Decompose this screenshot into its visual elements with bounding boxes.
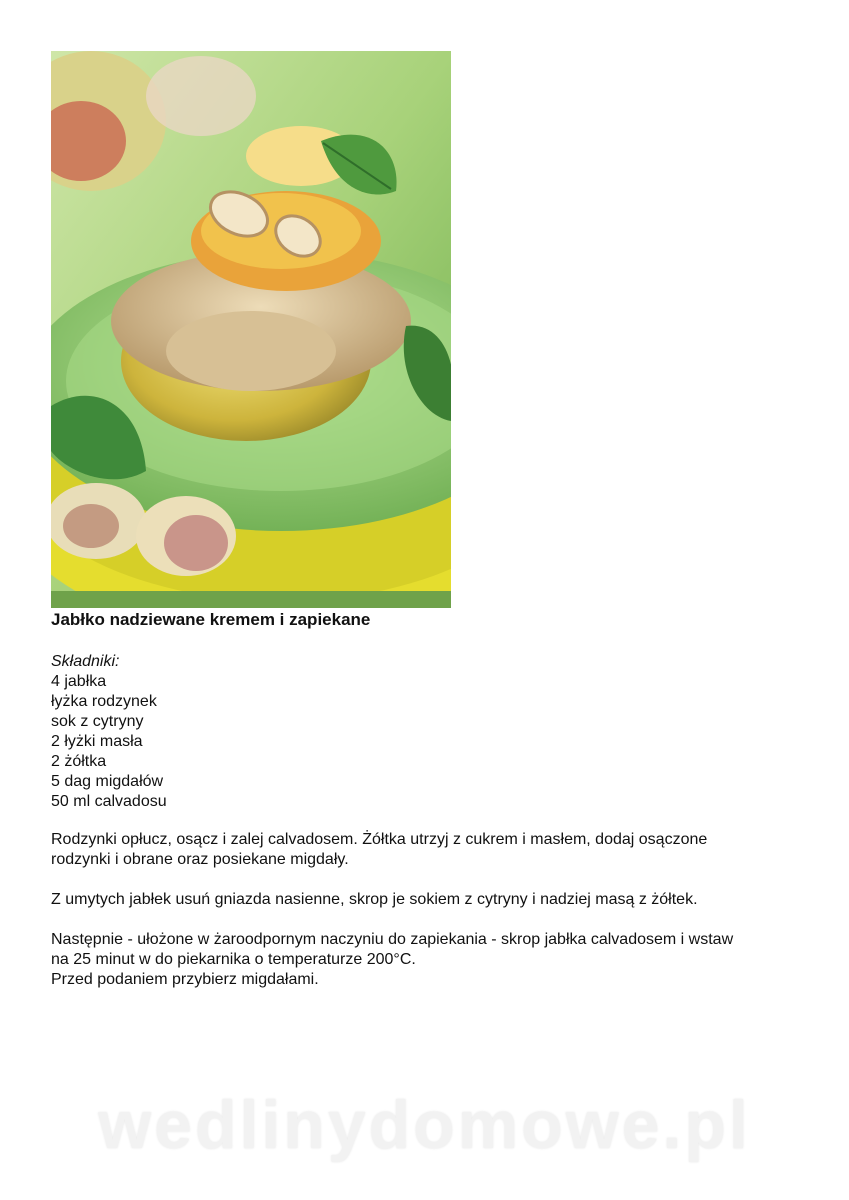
recipe-title: Jabłko nadziewane kremem i zapiekane — [51, 610, 371, 629]
step-line: rodzynki i obrane oraz posiekane migdały. — [51, 851, 349, 868]
step-line: Przed podaniem przybierz migdałami. — [51, 971, 319, 988]
ingredients-list — [51, 672, 167, 812]
preparation-steps — [51, 830, 811, 1010]
step-line: na 25 minut w do piekarnika o temperaturze 200°C. — [51, 951, 416, 968]
ingredient-item: 2 żółtka — [51, 753, 107, 770]
watermark: wedlinydomowe.pl — [98, 1087, 751, 1163]
ingredient-item: sok z cytryny — [51, 713, 144, 730]
step-paragraph — [51, 930, 811, 990]
step-line: Z umytych jabłek usuń gniazda nasienne, skrop je sokiem z cytryny i nadziej masą z żółtek. — [51, 891, 698, 908]
recipe-photo — [51, 51, 451, 608]
ingredients-label: Składniki: — [51, 653, 120, 670]
baked-apple-illustration — [51, 51, 451, 608]
ingredient-item: łyżka rodzynek — [51, 693, 157, 710]
ingredient-item: 4 jabłka — [51, 673, 107, 690]
step-paragraph — [51, 890, 811, 910]
ingredient-item: 2 łyżki masła — [51, 733, 143, 750]
step-line: Rodzynki opłucz, osącz i zalej calvadosem. Żółtka utrzyj z cukrem i masłem, dodaj osączone — [51, 831, 708, 848]
ingredients-section — [51, 652, 167, 812]
ingredient-item: 5 dag migdałów — [51, 773, 164, 790]
step-line: Następnie - ułożone w żaroodpornym naczyniu do zapiekania - skrop jabłka calvadosem i wstaw — [51, 931, 734, 948]
step-paragraph — [51, 830, 811, 870]
ingredient-item: 50 ml calvadosu — [51, 793, 167, 810]
